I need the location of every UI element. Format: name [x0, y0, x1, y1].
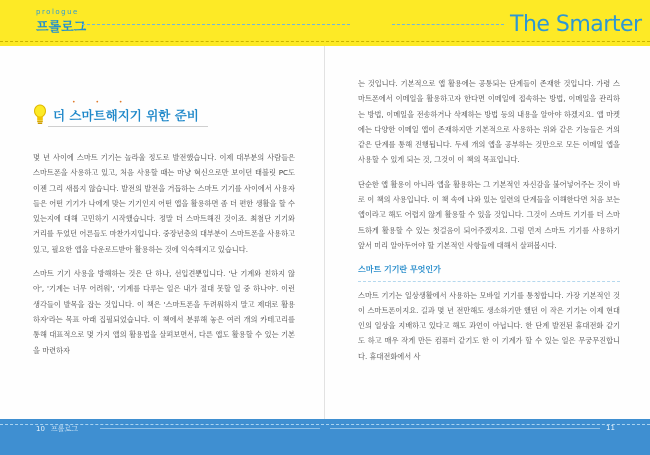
section-title-text: 더 스마트해지기 위한 준비 [53, 108, 199, 123]
footer-rule-left [100, 428, 320, 429]
footer-rule-right [330, 428, 600, 429]
left-page-body [33, 150, 295, 367]
left-page-footer [36, 424, 78, 434]
page-number: 10 [36, 425, 45, 433]
page-gutter [324, 46, 325, 419]
header-rule-right [392, 24, 504, 25]
paragraph: 는 것입니다. 기본적으로 앱 활용에는 공통되는 단계들이 존재한 것입니다. 가령 스마트폰에서 이메일을 활용하고자 한다면 이메일에 접속하는 방법, 이메일을 관리하는 방법, 이메일을 전송하거나 삭제하는 방법 등의 내용을 알아야 하겠지요. 앱 마켓에는 다양한 이메일 앱이 존재하지만 기본적으로 사용하는 위와 같은 기능들은 거의 같은 단계를 통해 진행됩니다. 두세 개의 앱을 공부하는 것만으로 모든 이메일 앱을 사용할 수 있게 되는 것, 그것이 이 책의 목표입니다. [358, 79, 620, 165]
footer-section-label: 프롤로그 [50, 425, 78, 433]
section-label-small: prologue [36, 8, 79, 16]
subheading-rule [358, 281, 620, 282]
title-underline [48, 126, 208, 127]
paragraph: 단순한 앱 활용이 아니라 앱을 활용하는 그 기본적인 자신감을 불어넣어주는 것이 바로 이 책의 사용입니다. 이 책 속에 나와 있는 일련의 단계들을 이해한다면 처음 보는 앱이라고 해도 어렵지 않게 활용할 수 있을 것입니다. 그것이 스마트 기기를 더 스마트하게 활용할 수 있는 첫걸음이 되어주겠지요. 그럼 먼저 스마트 기기를 사용하기 앞서 미리 알아두어야 할 기본적인 사항들에 대해서 살펴봅시다. [358, 179, 620, 250]
brand-logo: The Smarter [510, 12, 642, 37]
section-label: 프롤로그 [36, 20, 87, 35]
paragraph: 몇 년 사이에 스마트 기기는 놀라울 정도로 발전했습니다. 이제 대부분의 사람들은 스마트폰을 사용하고 있고, 처음 사용할 때는 마냥 혁신으로만 보이던 태블릿 PC도 이젠 그리 새롭지 않습니다. 발전의 발전을 거듭하는 스마트 기기를 사이에서 사용자들은 어떤 기기가 나에게 맞는 기기인지 어떤 앱을 활용하면 좀 더 편한 생활을 할 수 있는지에 대해 고민하기 시작했습니다. 정말 더 스마트해진 것이죠. 최첨단 기기와 거리를 두었던 어른들도 마찬가지입니다. 중장년층의 대부분이 스마트폰을 사용하고 있고, 필요한 앱을 다운로드받아 활용하는 것에 익숙해지고 있습니다. [33, 153, 295, 254]
header-dashed-rule [0, 41, 650, 42]
header-rule-left [82, 24, 350, 25]
page-number: 11 [606, 424, 615, 432]
subheading: 스마트 기기란 무엇인가 [358, 265, 441, 275]
footer-band [0, 419, 650, 455]
right-page-body [358, 76, 620, 373]
section-title [33, 104, 199, 126]
paragraph: 스마트 기기 사용을 방해하는 것은 단 하나, 선입견뿐입니다. '난 기계와 친하지 않아', '기계는 너무 어려워', '기계를 다루는 일은 내가 절대 못할 일 중 하나야'. 이런 생각들이 발목을 잡는 것입니다. 이 책은 '스마트폰을 두려워하지 말고 제대로 활용하자'라는 목표 아래 집필되었습니다. 이 책에서 분류해 놓은 여러 개의 카테고리를 통해 대표적으로 몇 가지 앱의 활용법을 살펴보면서, 다른 앱도 활용할 수 있는 기본을 마련하자 [33, 269, 295, 355]
footer-dashed-rule [0, 424, 650, 425]
paragraph: 스마트 기기는 일상생활에서 사용하는 모바일 기기를 통칭합니다. 가장 기본적인 것이 스마트폰이지요. 길과 몇 년 전만해도 생소하기만 했던 이 작은 기기는 이제 현대인의 일상을 지배하고 있다고 해도 과언이 아닙니다. 한 단계 발전된 휴대전화 같기도 하고 매우 작게 만든 컴퓨터 같기도 한 이 기계가 할 수 있는 일은 무궁무진합니다. 휴대전화에서 사 [358, 290, 620, 361]
lightbulb-icon [33, 104, 47, 126]
title-emphasis-dots: • • • [72, 99, 132, 106]
